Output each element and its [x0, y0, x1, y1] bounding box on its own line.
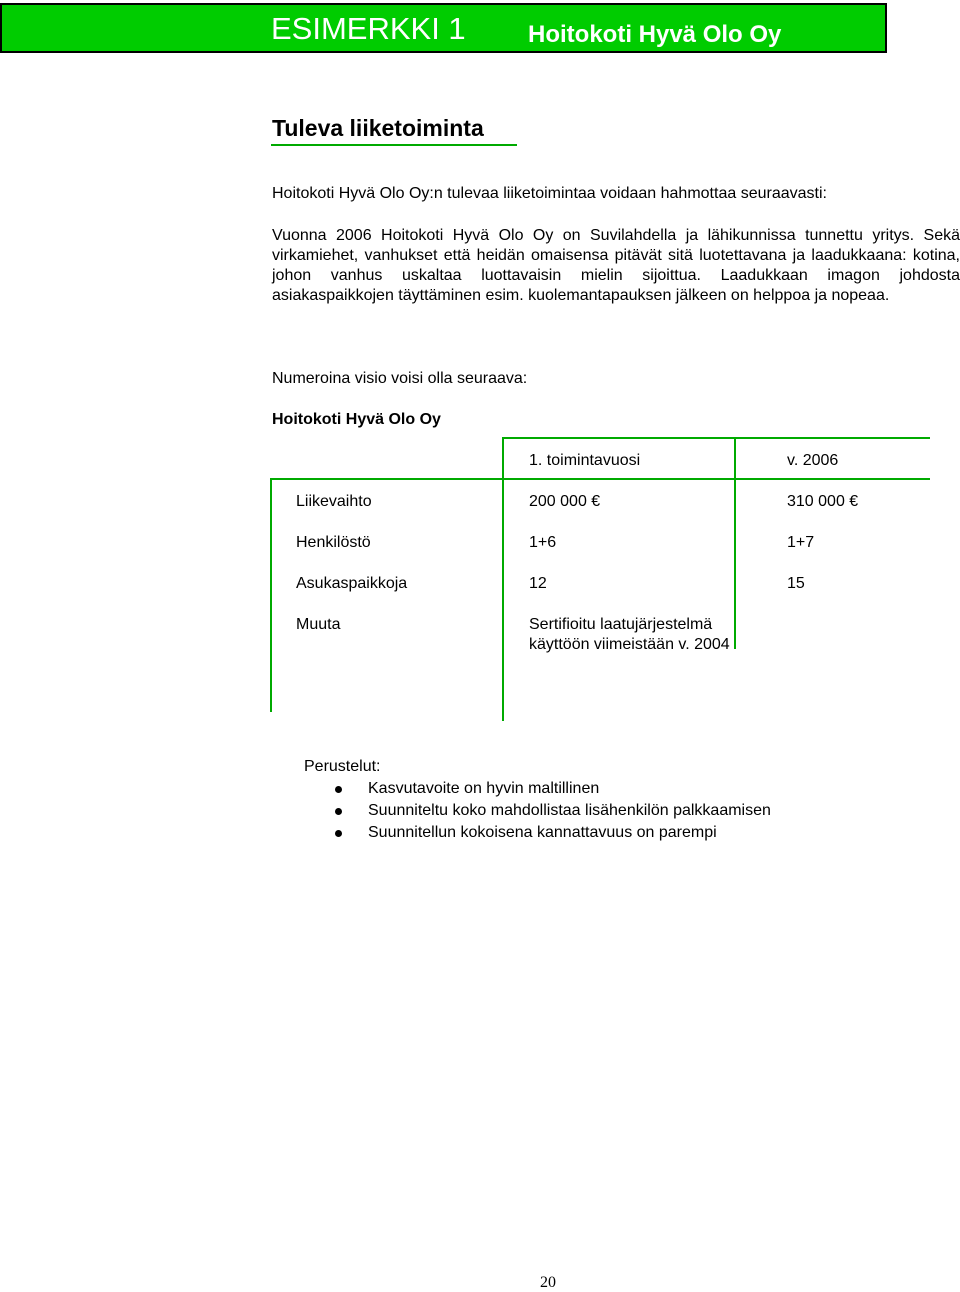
table-col-divider-1 — [502, 437, 504, 721]
list-item: Kasvutavoite on hyvin maltillinen — [304, 778, 771, 800]
table-top-rule — [504, 437, 930, 439]
list-item: Suunniteltu koko mahdollistaa lisähenkilön palkkaamisen — [304, 800, 771, 822]
banner-title: ESIMERKKI 1 — [271, 11, 466, 46]
title-underline — [271, 144, 517, 146]
header-year-2006: v. 2006 — [787, 452, 839, 469]
row-label-other: Muuta — [296, 616, 341, 633]
cell-revenue-year1: 200 000 € — [529, 493, 601, 510]
row-label-resident-places: Asukaspaikkoja — [296, 575, 408, 592]
header-first-year: 1. toimintavuosi — [529, 452, 641, 469]
banner-company-name: Hoitokoti Hyvä Olo Oy — [528, 21, 782, 48]
body-paragraph — [272, 226, 960, 306]
table-col-divider-2 — [734, 437, 736, 649]
intro-paragraph: Hoitokoti Hyvä Olo Oy:n tulevaa liiketoimintaa voidaan hahmottaa seuraavasti: — [272, 185, 827, 202]
row-label-revenue: Liikevaihto — [296, 493, 372, 510]
row-label-staff: Henkilöstö — [296, 534, 371, 551]
cell-staff-year1: 1+6 — [529, 534, 557, 551]
cell-places-2006: 15 — [787, 575, 805, 592]
cell-staff-2006: 1+7 — [787, 534, 815, 551]
table-header-rule — [270, 478, 930, 480]
bullet-icon — [335, 808, 342, 815]
cell-revenue-2006: 310 000 € — [787, 493, 859, 510]
justification-title: Perustelut: — [304, 758, 381, 775]
cell-places-year1: 12 — [529, 575, 547, 592]
cell-other-year1: Sertifioitu laatujärjestelmä käyttöön viimeistään v. 2004 — [529, 616, 730, 653]
numeric-vision-intro: Numeroina visio voisi olla seuraava: — [272, 370, 528, 387]
page-number: 20 — [540, 1274, 556, 1291]
list-item: Suunnitellun kokoisena kannattavuus on parempi — [304, 822, 771, 844]
table-company-title: Hoitokoti Hyvä Olo Oy — [272, 411, 441, 428]
bullet-icon — [335, 830, 342, 837]
bullet-icon — [335, 786, 342, 793]
justification-list — [304, 778, 771, 844]
body-paragraph-text: Vuonna 2006 Hoitokoti Hyvä Olo Oy on Suvilahdella ja lähikunnissa tunnettu yritys. Sekä virkamiehet, vanhukset että heidän omaisensa pitävät sitä luotettavana ja laadukkaana: kotina, johon vanhus uskaltaa luottavaisin mielin sijoittua. Laadukkaan imagon johdosta asiakaspaikkojen täyttäminen esim. kuolemantapauksen jälkeen on helppoa ja nopeaa. — [272, 227, 960, 304]
section-title: Tuleva liiketoiminta — [272, 115, 484, 141]
table-left-border — [270, 478, 272, 712]
